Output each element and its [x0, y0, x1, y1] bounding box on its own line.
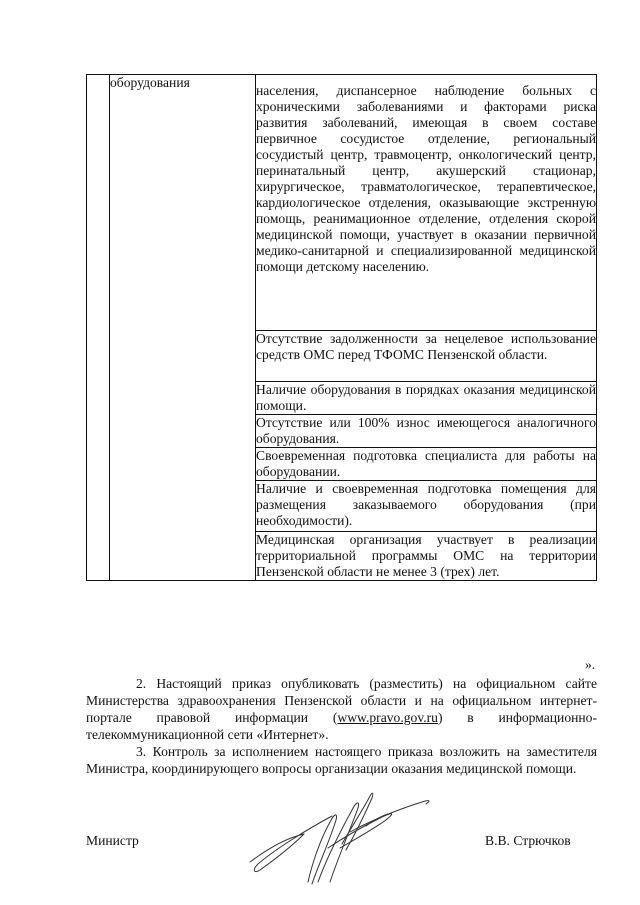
criterion-text: населения, диспансерное наблюдение больных с хроническими заболеваниями и факторами риска развития заболеваний, имеющая в своем составе первичное сосудистое отделение, региональный сосудистый центр, травмоцентр, онкологический центр, перинатальный центр, акушерский стационар, хирургическое, травматологическое, терапевтическое, кардиологическое отделения, оказывающие экстренную помощь, реанимационное отделение, отделения скорой медицинской помощи, участвует в оказании первичной медико-санитарной и специализированной медицинской помощи детскому населению.: [256, 83, 596, 274]
criterion-text: Медицинская организация участвует в реализации территориальной программы ОМС на территории Пензенской области не менее 3 (трех) лет.: [256, 532, 596, 579]
criterion-cell: [256, 415, 597, 448]
pravo-link[interactable]: www.pravo.gov.ru: [337, 710, 438, 725]
signatory-name: В.В. Стрючков: [485, 833, 571, 848]
criterion-text: Отсутствие задолженности за нецелевое использование средств ОМС перед ТФОМС Пензенской области.: [256, 331, 596, 362]
criterion-cell: [256, 481, 597, 532]
paragraph-publication-text: 2. Настоящий приказ опубликовать (разместить) на официальном сайте Министерства здравоохранения Пензенской области и на официальном интернет-портале правовой информации (: [86, 676, 597, 725]
criterion-cell: [256, 382, 597, 415]
criterion-text: Своевременная подготовка специалиста для работы на оборудовании.: [256, 448, 596, 479]
criterion-cell: [256, 331, 597, 382]
paragraph-publication-tail: ) в информационно-телекоммуникационной сети «Интернет».: [86, 710, 597, 742]
criterion-text: Наличие и своевременная подготовка помещения для размещения заказываемого оборудования (при необходимости).: [256, 481, 596, 528]
handwritten-signature: [246, 786, 436, 896]
paragraph-control: 3. Контроль за исполнением настоящего приказа возложить на заместителя Министра, координирующего вопросы организации оказания медицинской помощи.: [86, 744, 597, 776]
item-label: оборудования: [110, 75, 190, 90]
criterion-text: Наличие оборудования в порядках оказания медицинской помощи.: [256, 382, 596, 413]
criteria-table: [86, 74, 597, 581]
signatory-title: Министр: [86, 833, 139, 848]
paragraph-publication: [86, 675, 597, 743]
table-row: [87, 75, 597, 331]
item-cell: [110, 75, 256, 581]
criterion-text: Отсутствие или 100% износ имеющегося аналогичного оборудования.: [256, 415, 596, 446]
criterion-cell: [256, 75, 597, 331]
number-cell: [87, 75, 110, 581]
criterion-cell: [256, 448, 597, 481]
criterion-cell: [256, 532, 597, 581]
closing-quote: ».: [585, 657, 596, 672]
